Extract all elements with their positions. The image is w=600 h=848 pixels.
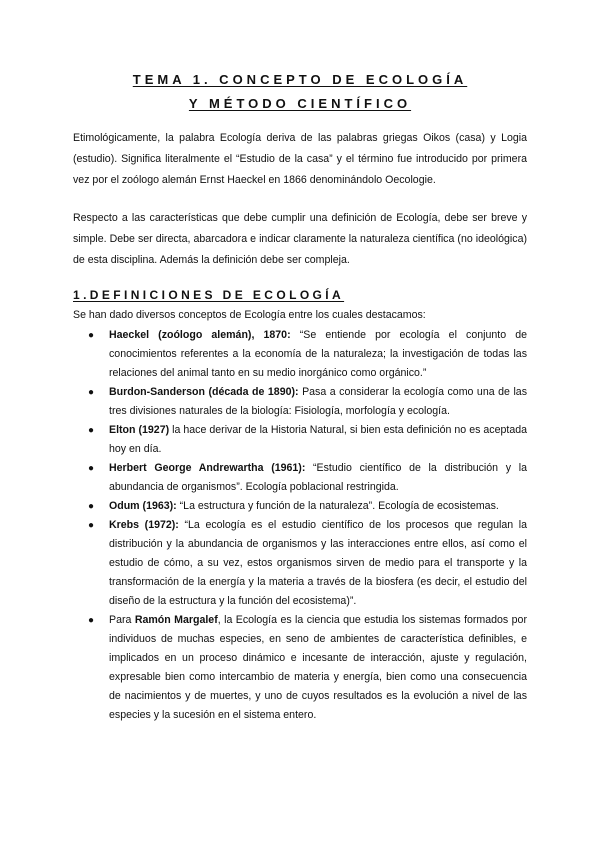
definition-andrewartha [73, 459, 527, 497]
title-line-2: Y MÉTODO CIENTÍFICO [188, 96, 412, 111]
bullet-icon: ● [88, 520, 95, 531]
bullet-icon: ● [88, 463, 95, 474]
definition-krebs [73, 516, 527, 611]
bullet-icon: ● [88, 387, 95, 398]
definition-author: Haeckel (zoólogo alemán), 1870: [109, 329, 291, 341]
definition-odum [73, 497, 527, 516]
definition-text: “La ecología es el estudio científico de los procesos que regulan la distribución y la abundancia de organismos y las interacciones entre ellos, así como el estudio de cómo, a su vez, estos organismos sirven de medio para el transporte y la transformación de la energía y la materia a través de la biosfera (es decir, el estudio del diseño de la estructura y la función del ecosistema)”. [109, 519, 528, 607]
definition-text: Pasa a considerar la ecología como una de las tres divisiones naturales de la biología: Fisiología, morfología y ecología. [109, 386, 527, 417]
paragraph-characteristics: Respecto a las características que debe cumplir una definición de Ecología, debe ser breve y simple. Debe ser directa, abarcadora e indicar claramente la naturaleza científica (no ideológica) de esta disciplina. Además la definición debe ser compleja. [73, 212, 527, 266]
bullet-icon: ● [88, 425, 95, 436]
definition-text: “Se entiende por ecología el conjunto de conocimientos referentes a la economía de la naturaleza; la investigación de todas las relaciones del animal tanto en su medio inorgánico como orgánico.” [109, 329, 527, 379]
definition-text: “Estudio científico de la distribución y la abundancia de organismos”. Ecología poblacional restringida. [109, 462, 527, 493]
definition-margalef [73, 611, 527, 725]
definition-author: Burdon-Sanderson (década de 1890): [109, 386, 299, 398]
definition-text: “La estructura y función de la naturaleza”. Ecología de ecosistemas. [176, 500, 499, 512]
definition-elton [73, 421, 527, 459]
definition-text: la hace derivar de la Historia Natural, si bien esta definición no es aceptada hoy en día. [109, 424, 527, 455]
definition-author: Elton (1927) [109, 424, 170, 436]
section-intro: Se han dado diversos conceptos de Ecología entre los cuales destacamos: [73, 309, 426, 321]
definition-text: , la Ecología es la ciencia que estudia los sistemas formados por individuos de muchas especies, en seno de ambientes de característica definibles, e implicados en un proceso dinámico e incesante de interacción, ajuste y regulación, expresable bien como intercambio de materia y energía, bien como una consecuencia de nacimientos y de muertes, y uno de cuyos resultados es la evolución a nivel de las especies y la sucesión en el sistema entero. [109, 614, 527, 721]
definition-author: Odum (1963): [109, 500, 177, 512]
definition-author: Herbert George Andrewartha (1961): [109, 462, 306, 474]
bullet-icon: ● [88, 615, 95, 626]
definition-pre: Para [109, 614, 135, 626]
bullet-icon: ● [88, 501, 95, 512]
definitions-list [73, 326, 527, 725]
bullet-icon: ● [88, 330, 95, 341]
paragraph-etymology: Etimológicamente, la palabra Ecología deriva de las palabras griegas Oikos (casa) y Logia (estudio). Significa literalmente el “Estudio de la casa” y el término fue introducido por primera vez por el zoólogo alemán Ernst Haeckel en 1866 denominándolo Oecologie. [73, 132, 527, 186]
title-line-1: TEMA 1. CONCEPTO DE ECOLOGÍA [132, 72, 468, 87]
definition-author: Ramón Margalef [134, 614, 218, 626]
section-heading: 1.DEFINICIONES DE ECOLOGÍA [73, 288, 345, 302]
definition-burdon-sanderson [73, 383, 527, 421]
definition-author: Krebs (1972): [109, 519, 179, 531]
definition-haeckel [73, 326, 527, 383]
